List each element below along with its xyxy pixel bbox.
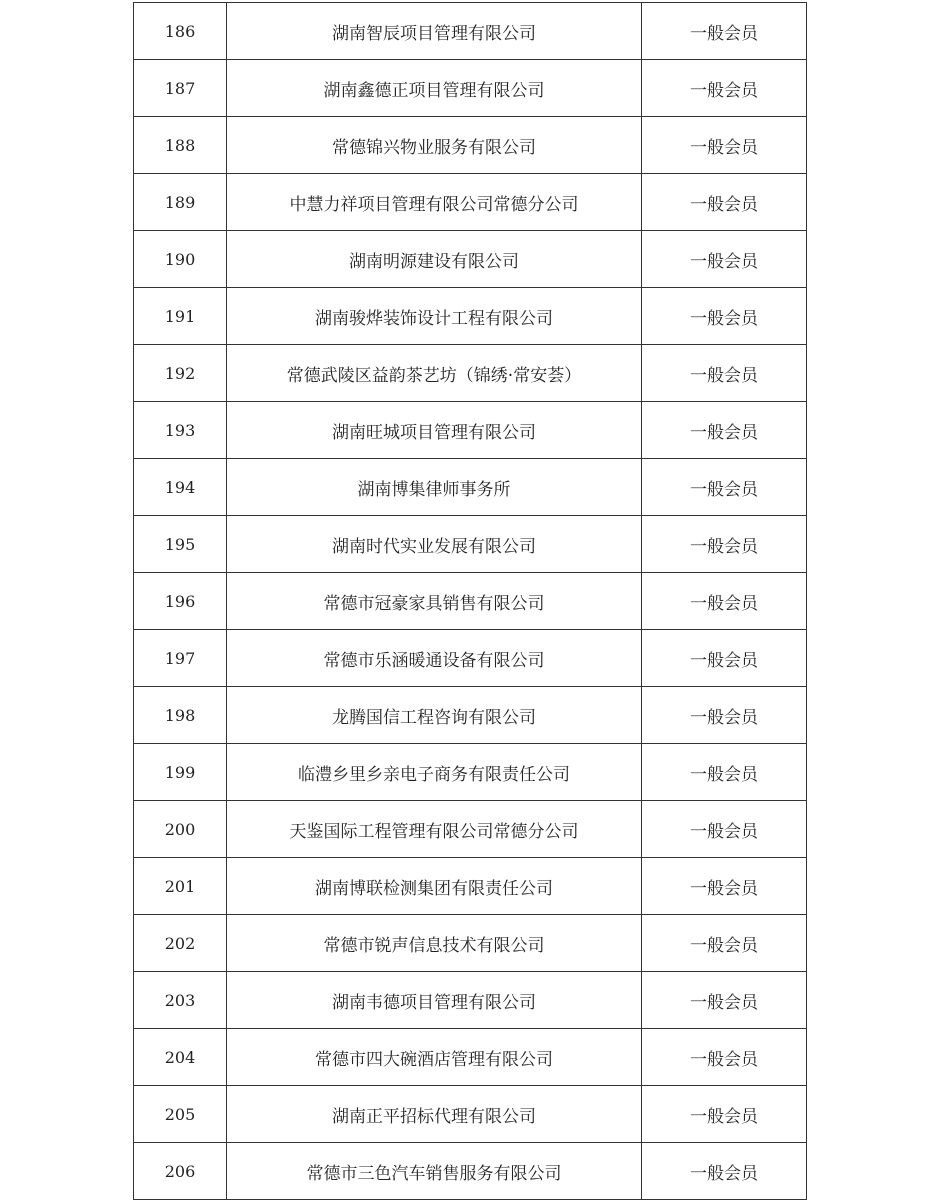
- member-number-cell: 197: [134, 630, 227, 687]
- table-row: [134, 1143, 807, 1200]
- member-number-cell: 190: [134, 231, 227, 288]
- table-row: [134, 573, 807, 630]
- membership-level-cell: 一般会员: [642, 459, 807, 516]
- member-number-cell: 201: [134, 858, 227, 915]
- member-number-cell: 194: [134, 459, 227, 516]
- table-row: [134, 288, 807, 345]
- member-number-cell: 202: [134, 915, 227, 972]
- membership-level-cell: 一般会员: [642, 1029, 807, 1086]
- company-name-cell: 湖南鑫德正项目管理有限公司: [227, 60, 642, 117]
- table-row: [134, 60, 807, 117]
- member-number-cell: 203: [134, 972, 227, 1029]
- member-number-cell: 199: [134, 744, 227, 801]
- table-row: [134, 687, 807, 744]
- table-row: [134, 174, 807, 231]
- company-name-cell: 湖南韦德项目管理有限公司: [227, 972, 642, 1029]
- member-number-cell: 192: [134, 345, 227, 402]
- company-name-cell: 常德市三色汽车销售服务有限公司: [227, 1143, 642, 1200]
- membership-level-cell: 一般会员: [642, 858, 807, 915]
- member-table-body: [134, 3, 807, 1200]
- member-number-cell: 193: [134, 402, 227, 459]
- company-name-cell: 常德市冠豪家具销售有限公司: [227, 573, 642, 630]
- member-number-cell: 205: [134, 1086, 227, 1143]
- table-row: [134, 402, 807, 459]
- membership-level-cell: 一般会员: [642, 60, 807, 117]
- company-name-cell: 湖南博集律师事务所: [227, 459, 642, 516]
- member-number-cell: 191: [134, 288, 227, 345]
- table-row: [134, 117, 807, 174]
- company-name-cell: 常德武陵区益韵茶艺坊（锦绣·常安荟）: [227, 345, 642, 402]
- membership-level-cell: 一般会员: [642, 801, 807, 858]
- table-row: [134, 915, 807, 972]
- company-name-cell: 湖南旺城项目管理有限公司: [227, 402, 642, 459]
- table-row: [134, 972, 807, 1029]
- membership-level-cell: 一般会员: [642, 687, 807, 744]
- company-name-cell: 常德市乐涵暖通设备有限公司: [227, 630, 642, 687]
- membership-level-cell: 一般会员: [642, 972, 807, 1029]
- membership-level-cell: 一般会员: [642, 402, 807, 459]
- membership-level-cell: 一般会员: [642, 288, 807, 345]
- company-name-cell: 常德锦兴物业服务有限公司: [227, 117, 642, 174]
- company-name-cell: 中慧力祥项目管理有限公司常德分公司: [227, 174, 642, 231]
- table-row: [134, 1029, 807, 1086]
- member-list-page: [133, 2, 805, 1200]
- table-row: [134, 345, 807, 402]
- table-row: [134, 1086, 807, 1143]
- table-row: [134, 744, 807, 801]
- member-number-cell: 195: [134, 516, 227, 573]
- member-table: [133, 2, 807, 1200]
- membership-level-cell: 一般会员: [642, 231, 807, 288]
- membership-level-cell: 一般会员: [642, 174, 807, 231]
- membership-level-cell: 一般会员: [642, 3, 807, 60]
- table-row: [134, 459, 807, 516]
- company-name-cell: 常德市锐声信息技术有限公司: [227, 915, 642, 972]
- company-name-cell: 湖南博联检测集团有限责任公司: [227, 858, 642, 915]
- member-number-cell: 206: [134, 1143, 227, 1200]
- company-name-cell: 天鉴国际工程管理有限公司常德分公司: [227, 801, 642, 858]
- table-row: [134, 801, 807, 858]
- company-name-cell: 常德市四大碗酒店管理有限公司: [227, 1029, 642, 1086]
- table-row: [134, 858, 807, 915]
- table-row: [134, 516, 807, 573]
- membership-level-cell: 一般会员: [642, 516, 807, 573]
- company-name-cell: 临澧乡里乡亲电子商务有限责任公司: [227, 744, 642, 801]
- membership-level-cell: 一般会员: [642, 117, 807, 174]
- membership-level-cell: 一般会员: [642, 573, 807, 630]
- table-row: [134, 3, 807, 60]
- company-name-cell: 湖南骏烨装饰设计工程有限公司: [227, 288, 642, 345]
- member-number-cell: 198: [134, 687, 227, 744]
- company-name-cell: 湖南明源建设有限公司: [227, 231, 642, 288]
- company-name-cell: 龙腾国信工程咨询有限公司: [227, 687, 642, 744]
- membership-level-cell: 一般会员: [642, 1086, 807, 1143]
- member-number-cell: 186: [134, 3, 227, 60]
- membership-level-cell: 一般会员: [642, 1143, 807, 1200]
- member-number-cell: 204: [134, 1029, 227, 1086]
- member-number-cell: 196: [134, 573, 227, 630]
- membership-level-cell: 一般会员: [642, 744, 807, 801]
- company-name-cell: 湖南正平招标代理有限公司: [227, 1086, 642, 1143]
- member-number-cell: 188: [134, 117, 227, 174]
- membership-level-cell: 一般会员: [642, 630, 807, 687]
- member-number-cell: 187: [134, 60, 227, 117]
- membership-level-cell: 一般会员: [642, 345, 807, 402]
- member-number-cell: 189: [134, 174, 227, 231]
- membership-level-cell: 一般会员: [642, 915, 807, 972]
- member-number-cell: 200: [134, 801, 227, 858]
- table-row: [134, 231, 807, 288]
- table-row: [134, 630, 807, 687]
- company-name-cell: 湖南智辰项目管理有限公司: [227, 3, 642, 60]
- company-name-cell: 湖南时代实业发展有限公司: [227, 516, 642, 573]
